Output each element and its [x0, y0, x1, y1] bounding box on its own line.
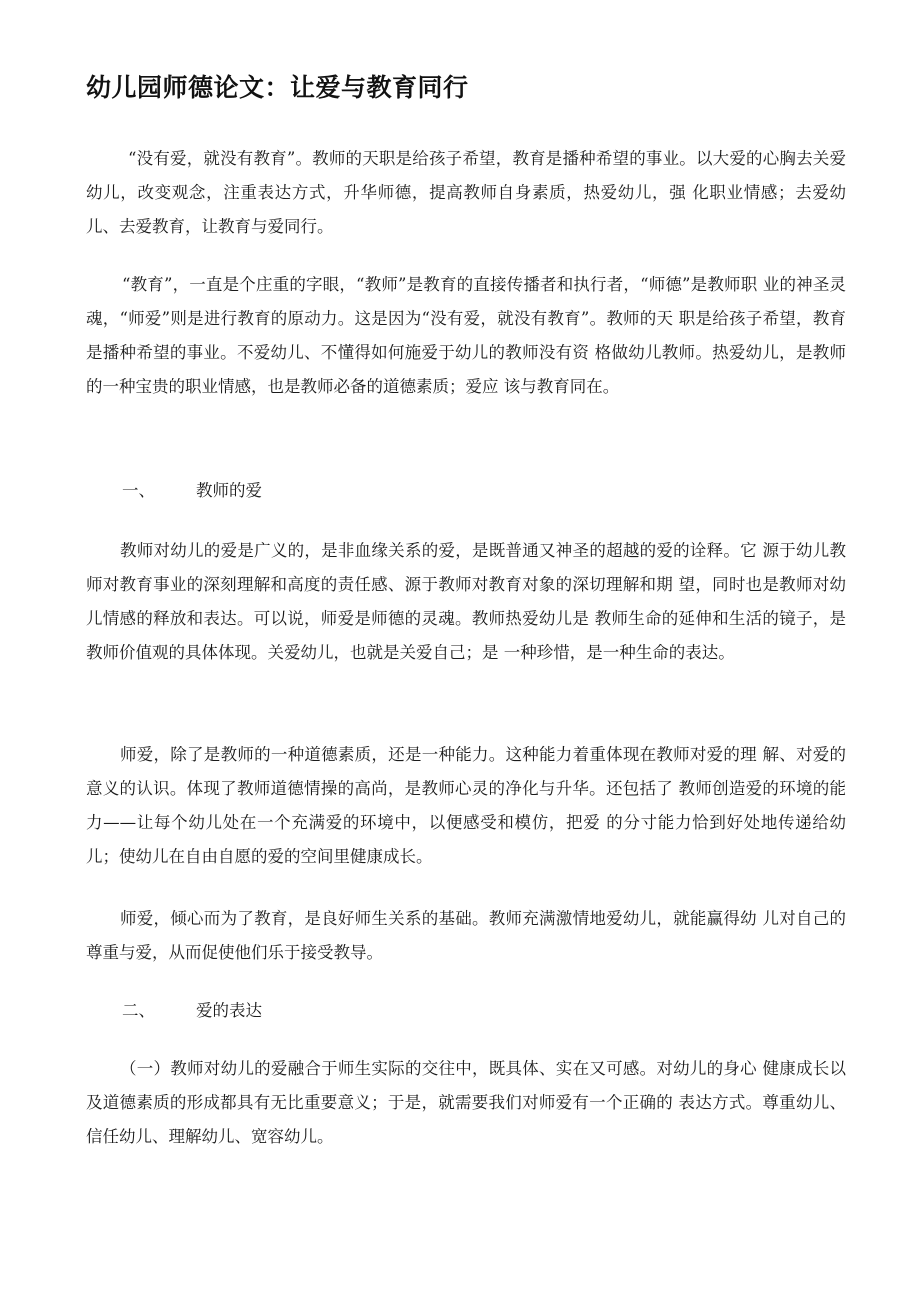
section-heading-1 — [122, 474, 262, 508]
paragraph-ability: 师爱，除了是教师的一种道德素质，还是一种能力。这种能力着重体现在教师对爱的理 解、对爱的意义的认识。体现了教师道德情操的高尚，是教师心灵的净化与升华。还包括了 教师创造爱的环境的能力——让每个幼儿处在一个充满爱的环境中，以便感受和模仿，把爱 的分寸能力恰到好处地传递给幼儿；使幼儿在自由自愿的爱的空间里健康成长。 — [86, 745, 846, 866]
section-heading-2 — [122, 994, 262, 1028]
document-title: 幼儿园师德论文：让爱与教育同行 — [86, 73, 469, 102]
section-number: 一、 — [122, 481, 155, 500]
section-number: 二、 — [122, 1001, 155, 1020]
paragraph-education: “教育”，一直是个庄重的字眼，“教师”是教育的直接传播者和执行者，“师德”是教师职 业的神圣灵魂，“师爱”则是进行教育的原动力。这是因为“没有爱，就没有教育”。教师的天 职是给孩子希望，教育是播种希望的事业。不爱幼儿、不懂得如何施爱于幼儿的教师没有资 格做幼儿教师。热爱幼儿，是教师的一种宝贵的职业情感，也是教师必备的道德素质；爱应 该与教育同在。 — [86, 275, 846, 396]
paragraph-teacher-love: 教师对幼儿的爱是广义的，是非血缘关系的爱，是既普通又神圣的超越的爱的诠释。它 源于幼儿教师对教育事业的深刻理解和高度的责任感、源于教师对教育对象的深切理解和期 望，同时也是教师对幼儿情感的释放和表达。可以说，师爱是师德的灵魂。教师热爱幼儿是 教师生命的延伸和生活的镜子，是教师价值观的具体体现。关爱幼儿，也就是关爱自己；是 一种珍惜，是一种生命的表达。 — [86, 541, 846, 662]
paragraph-expression: （一）教师对幼儿的爱融合于师生实际的交往中，既具体、实在又可感。对幼儿的身心 健康成长以及道德素质的形成都具有无比重要意义；于是，就需要我们对师爱有一个正确的 表达方式。尊重幼儿、信任幼儿、理解幼儿、宽容幼儿。 — [86, 1059, 846, 1146]
paragraph-intro: “没有爱，就没有教育”。教师的天职是给孩子希望，教育是播种希望的事业。以大爱的心胸去关爱幼儿，改变观念，注重表达方式，升华师德，提高教师自身素质，热爱幼儿，强 化职业情感；去爱幼儿、去爱教育，让教育与爱同行。 — [86, 149, 846, 236]
paragraph-relationship: 师爱，倾心而为了教育，是良好师生关系的基础。教师充满激情地爱幼儿，就能赢得幼 儿对自己的尊重与爱，从而促使他们乐于接受教导。 — [86, 909, 846, 962]
section-title: 爱的表达 — [196, 1001, 262, 1020]
section-title: 教师的爱 — [196, 481, 262, 500]
